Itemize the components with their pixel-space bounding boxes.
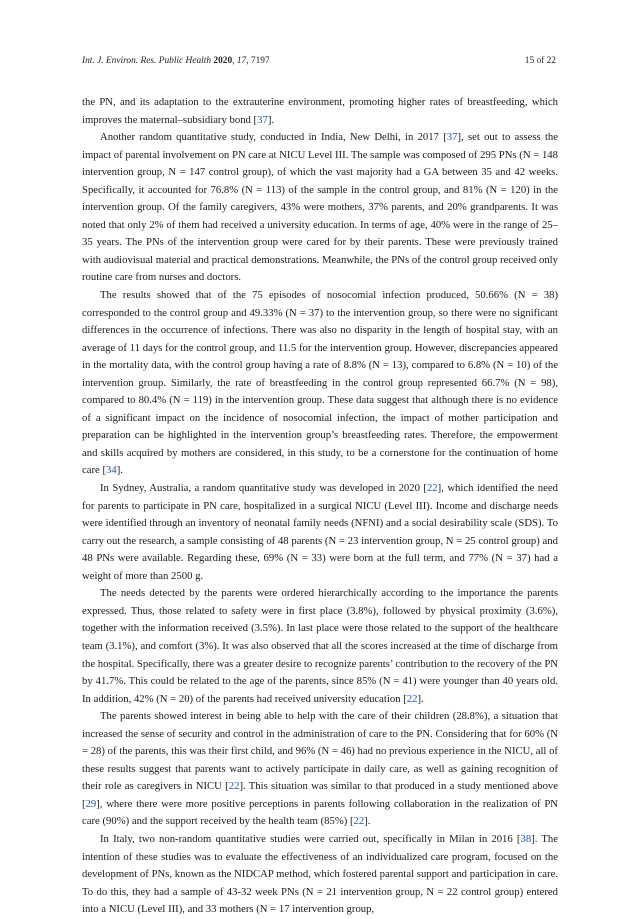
paragraph-text: ], where there were more positive perceptions in parents following collaboration in the realization of PN care (90%) and the support received by the health team (85%) [ [82,797,558,828]
paragraph-text: ]. [417,692,424,705]
citation-link[interactable]: 29 [85,797,97,810]
paragraph-text: The parents showed interest in being able to help with the care of their children (28.8%), a situation that increased the sense of security and control in the administration of care to the PN. Considering that for 60% (N = 28) of the parents, this was their first child, and 96% (N = 46) had no previous experience in the NICU, all of these results suggest that parents want to actively participate in daily care, as well as gaining recognition of their role as caregivers in NICU [ [82,710,558,793]
citation-link[interactable]: 34 [106,464,117,477]
paragraph [82,480,558,585]
journal-name: Int. J. Environ. Res. Public Health [82,56,212,66]
citation-link[interactable]: 38 [520,832,532,845]
citation-link[interactable]: 37 [446,131,458,144]
journal-volume: 17 [236,56,247,66]
citation-link[interactable]: 22 [353,815,365,828]
citation-link[interactable]: 37 [257,113,268,126]
paragraph-text: the PN, and its adaptation to the extrauterine environment, promoting higher rates of breastfeeding, which improves the maternal–subsidiary bond [ [82,96,558,126]
paragraph-text: ]. [267,113,275,126]
paragraph [82,287,558,480]
paragraph-text: ]. The intention of these studies was to evaluate the effectiveness of an individualized care program, focused on the development of PNs, known as the NIDCAP method, which fostered parental support and participation in care. To do this, they had a sample of 43-32 week PNs (N = 21 intervention group, N = 22 control group) entered into a NICU (Level III), and 33 mothers (N = 17 intervention group, [82,832,559,916]
citation-link[interactable]: 22 [228,780,240,793]
paragraph-text: In Italy, two non-random quantitative studies were carried out, specifically in Milan in 2016 [ [100,832,521,845]
paragraph-text: The results showed that of the 75 episodes of nosocomial infection produced, 50.66% (N = 38) corresponded to the control group and 49.33% (N = 37) to the intervention group, so there were no significant differences in the occurrence of infections. There was also no disparity in the length of hospital stay, with an average of 11 days for the control group, and 11.5 for the intervention group. However, discrepancies appeared in the mortality data, with the control group having a rate of 8.8% (N = 13), compared to 6.8% (N = 10) of the intervention group. Similarly, the rate of breastfeeding in the control group represented 66.7% (N = 98), compared to 80.4% (N = 119) in the intervention group. These data suggest that although there is no evidence of a significant impact on the incidence of nosocomial infection, the impact of mother participation and preparation can be highlighted in the intervention group’s breastfeeding rates. Therefore, the empowerment and skills acquired by mothers are considered, in this study, to be a cornerstone for the continuation of home care [ [82,289,558,477]
journal-year: 2020 [213,56,233,66]
paragraph [82,708,558,831]
paragraph-text: ], set out to assess the impact of parental involvement on PN care at NICU Level III. The sample was composed of 295 PNs (N = 148 intervention group, N = 147 control group), of which the vast majority had a GA between 35 and 42 weeks. Specifically, it accounted for 76.8% (N = 113) of the sample in the control group, and 81% (N = 120) in the intervention group. Of the family caregivers, 43% were mothers, 37% parents, and 20% grandparents. It was noted that only 2% of them had received a university education. In terms of age, 40% were in the range of 25–35 years. The PNs of the intervention group were cared for by their parents. These were previously trained with audiovisual material and practical demonstrations. Meanwhile, the PNs of the control group received only routine care from nurses and doctors. [82,131,558,284]
paragraph-text: ]. [364,815,371,828]
paragraph-text: ]. [116,464,123,477]
paragraph [82,94,558,129]
paragraph-text: ], which identified the need for parents to participate in PN care, hospitalized in a surgical NICU (Level III). Income and discharge needs were identified through an inventory of neonatal family needs (NFNI) and a social desirability scale (SDS). To carry out the research, a sample consisting of 48 parents (N = 23 intervention group, N = 25 control group) and 48 PNs were available. Regarding these, 69% (N = 33) were born at the full term, and 77% (N = 37) had a weight of more than 2500 g. [82,482,558,582]
paragraph [82,831,558,919]
paragraph-text: ]. This situation was similar to that produced in a study mentioned above [ [82,780,559,810]
paragraph [82,585,558,708]
paragraph [82,129,558,287]
article-number: 7197 [250,56,270,66]
paragraph-text: In Sydney, Australia, a random quantitative study was developed in 2020 [ [100,482,427,495]
body-text [82,94,558,919]
citation-link[interactable]: 22 [426,482,438,495]
paragraph-text: The needs detected by the parents were ordered hierarchically according to the importance the parents expressed. Thus, those related to safety were in first place (3.8%), followed by physical proximity (3.6%), together with the information received (3.5%). In last place were those related to the support of the healthcare team (3.1%), and comfort (3%). It was also observed that all the scores increased at the time of discharge from the hospital. Specifically, there was a greater desire to recognize parents’ contribution to the recovery of the PN by 41.7%. This could be related to the age of the parents, since 85% (N = 41) were younger than 40 years old. In addition, 42% (N = 20) of the parents had received university education [ [82,587,559,705]
running-header: Int. J. Environ. Res. Public Health 2020, 17, 7197 15 of 22 [82,56,556,66]
page-number: 15 of 22 [524,56,556,66]
paragraph-text: Another random quantitative study, conducted in India, New Delhi, in 2017 [ [100,131,447,144]
citation-link[interactable]: 22 [406,692,418,705]
